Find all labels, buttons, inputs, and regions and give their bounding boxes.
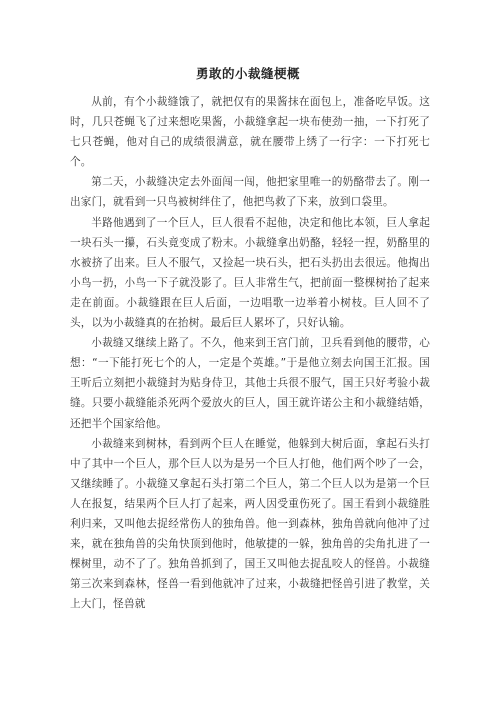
paragraph: 第二天，小裁缝决定去外面闯一闯，他把家里唯一的奶酪带去了。刚一出家门，就看到一只鸟被树绊住了，他把鸟救了下来，放到口袋里。 bbox=[70, 176, 430, 209]
document-body bbox=[70, 92, 430, 614]
document-title: 勇敢的小裁缝梗概 bbox=[195, 66, 300, 81]
paragraph: 半路他遇到了一个巨人，巨人很看不起他，决定和他比本领，巨人拿起一块石头一攥，石头竟变成了粉末。小裁缝拿出奶酪，轻轻一捏，奶酪里的水被挤了出来。巨人不服气，又捡起一块石头，把石头扔出去很远。他掏出小鸟一扔，小鸟一下子就没影了。巨人非常生气，把前面一整棵树抬了起来走在前面。小裁缝跟在巨人后面，一边唱歌一边举着小树枝。巨人回不了头，以为小裁缝真的在抬树。最后巨人累坏了，只好认输。 bbox=[70, 216, 430, 330]
paragraph: 小裁缝来到树林，看到两个巨人在睡觉，他躲到大树后面，拿起石头打中了其中一个巨人，那个巨人以为是另一个巨人打他，他们两个吵了一会，又继续睡了。小裁缝又拿起石头打第二个巨人，第二个巨人以为是第一个巨人在报复，结果两个巨人打了起来，两人因受重伤死了。国王看到小裁缝胜利归来，又叫他去捉经常伤人的独角兽。他一到森林，独角兽就向他冲了过来，就在独角兽的尖角快顶到他时，他敏捷的一躲，独角兽的尖角扎进了一棵树里，动不了了。独角兽抓到了，国王又叫他去捉乱咬人的怪兽。小裁缝第三次来到森林，怪兽一看到他就冲了过来，小裁缝把怪兽引进了教堂，关上大门，怪兽就 bbox=[70, 437, 430, 611]
paragraph: 小裁缝又继续上路了。不久，他来到王宫门前，卫兵看到他的腰带，心想：“一下能打死七个的人，一定是个英雄。”于是他立刻去向国王汇报。国王听后立刻把小裁缝封为贴身侍卫，其他士兵很不服气，国王只好考验小裁缝。只要小裁缝能杀死两个爱放火的巨人，国王就许诺公主和小裁缝结婚，还把半个国家给他。 bbox=[70, 337, 430, 430]
paragraph: 从前，有个小裁缝饿了，就把仅有的果酱抹在面包上，准备吃早饭。这时，几只苍蝇飞了过来想吃果酱，小裁缝拿起一块布使劲一抽，一下打死了七只苍蝇，他对自己的成绩很满意，就在腰带上绣了一行字：一下打死七个。 bbox=[70, 96, 430, 169]
